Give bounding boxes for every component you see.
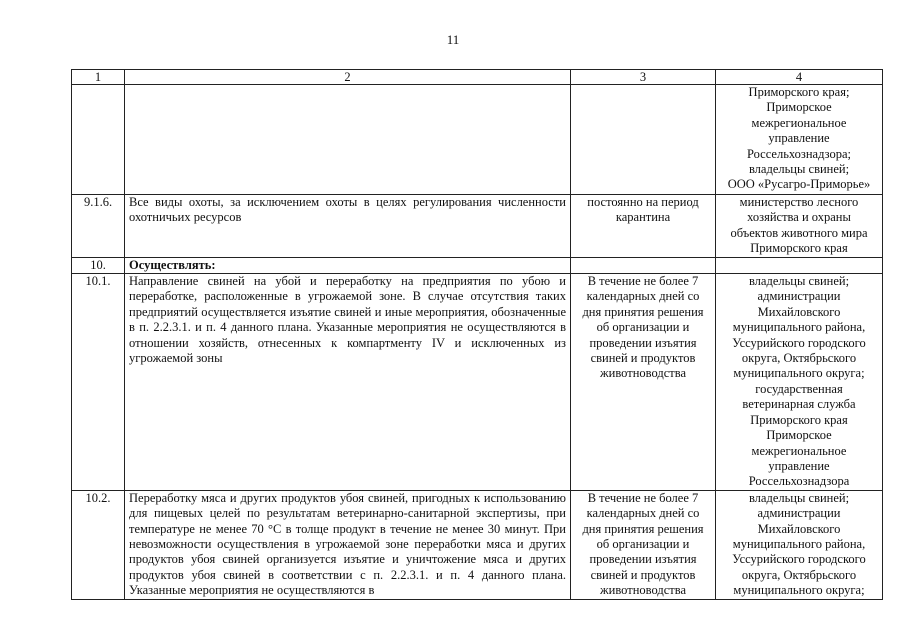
table-row	[72, 274, 883, 491]
cell-line: объектов животного мира	[730, 225, 868, 240]
cell-line: Приморское	[766, 100, 832, 115]
cell-line: календарных дней со	[586, 289, 700, 304]
cell-line: календарных дней со	[586, 506, 700, 521]
cell-line: муниципального округа;	[733, 583, 865, 598]
cell-line: свиней и продуктов	[590, 567, 696, 582]
cell-line: животноводства	[600, 583, 686, 598]
row-action: Все виды охоты, за исключением охоты в целях регулирования численности охотничьих ресурсов	[125, 195, 571, 258]
cell-line: проведении изъятия	[589, 552, 697, 567]
cell-line: дня принятия решения	[582, 304, 704, 319]
row-action	[125, 85, 571, 195]
row-number: 9.1.6.	[72, 195, 125, 258]
row-number: 10.	[72, 257, 125, 273]
page-number: 11	[446, 32, 460, 47]
cell-line: управление	[768, 458, 830, 473]
cell-line: министерство лесного	[739, 195, 859, 209]
cell-line: межрегиональное	[751, 115, 847, 130]
row-action	[125, 490, 571, 599]
cell-line: администрации	[757, 289, 841, 304]
cell-line: муниципального округа;	[733, 366, 865, 381]
cell-line: ООО «Русагро-Приморье»	[727, 177, 871, 192]
cell-line: об организации и	[596, 320, 690, 335]
cell-line: В течение не более 7	[587, 490, 699, 505]
column-header: 3	[571, 70, 716, 85]
plan-table	[71, 69, 883, 600]
row-number: 10.2.	[72, 490, 125, 599]
cell-line: свиней и продуктов	[590, 351, 696, 366]
cell-line: Уссурийского городского	[732, 552, 866, 567]
cell-line: владельцы свиней;	[748, 490, 850, 505]
cell-line: управление	[768, 131, 830, 146]
cell-line: межрегиональное	[751, 443, 847, 458]
row-term	[571, 274, 716, 491]
cell-line: муниципального района,	[732, 320, 866, 335]
cell-line: округа, Октябрьского	[741, 567, 857, 582]
row-action: Осуществлять:	[125, 257, 571, 273]
row-action-text: Переработку мяса и других продуктов убоя свиней, пригодных к использованию для пищевых целей по результатам ветеринарно-санитарной экспертизы, при температуре не менее 70 °С в толще продукт в течение не менее 30 минут. При невозможности осуществления в угрожаемой зоне переработки мяса и других продуктов убоя свиней организуется изъятие и уничтожение мяса и других продуктов убоя свиней в соответствии с п. 2.2.3.1. и п. 4 данного плана. Указанные мероприятия не осуществляются в	[129, 490, 566, 598]
row-term	[571, 257, 716, 273]
row-responsible	[716, 274, 883, 491]
row-term	[571, 490, 716, 599]
row-responsible	[716, 257, 883, 273]
cell-line: Приморского края;	[748, 85, 850, 99]
column-header: 4	[716, 70, 883, 85]
cell-line: дня принятия решения	[582, 521, 704, 536]
row-responsible	[716, 195, 883, 258]
column-header: 1	[72, 70, 125, 85]
row-term	[571, 85, 716, 195]
cell-line: округа, Октябрьского	[741, 351, 857, 366]
cell-line: хозяйства и охраны	[747, 210, 851, 225]
row-responsible	[716, 490, 883, 599]
cell-line: Уссурийского городского	[732, 335, 866, 350]
cell-line: карантина	[615, 210, 671, 225]
row-action: Направление свиней на убой и переработку на предприятия по убою и переработке, расположенные в угрожаемой зоне. В случае отсутствия таких предприятий осуществляется изъятие свиней и иные мероприятия, обозначенные в п. 2.2.3.1. и п. 4 данного плана. Указанные мероприятия не осуществляются в отношении хозяйств, отнесенных к компартменту IV и исключенных из угрожаемой зоны	[125, 274, 571, 491]
cell-line: государственная	[755, 381, 843, 396]
row-term	[571, 195, 716, 258]
cell-line: Михайловского	[757, 521, 841, 536]
cell-line: муниципального района,	[732, 536, 866, 551]
cell-line: ветеринарная служба	[742, 397, 856, 412]
column-header: 2	[125, 70, 571, 85]
cell-line: об организации и	[596, 536, 690, 551]
cell-line: Приморского края	[750, 241, 848, 256]
cell-line: администрации	[757, 506, 841, 521]
cell-line: владельцы свиней;	[748, 274, 850, 289]
table-row	[72, 195, 883, 258]
cell-line: Россельхознадзора;	[746, 146, 852, 161]
row-number: 10.1.	[72, 274, 125, 491]
row-number	[72, 85, 125, 195]
table-row	[72, 257, 883, 273]
cell-line: Россельхознадзора	[748, 474, 850, 489]
cell-line: владельцы свиней;	[748, 162, 850, 177]
row-responsible	[716, 85, 883, 195]
table-row	[72, 85, 883, 195]
cell-line: В течение не более 7	[587, 274, 699, 289]
cell-line: проведении изъятия	[589, 335, 697, 350]
table-row	[72, 490, 883, 599]
cell-line: Михайловского	[757, 304, 841, 319]
cell-line: постоянно на период	[587, 195, 699, 209]
cell-line: Приморского края	[750, 412, 848, 427]
cell-line: Приморское	[766, 428, 832, 443]
cell-line: животноводства	[600, 366, 686, 381]
column-header-row	[72, 70, 883, 85]
